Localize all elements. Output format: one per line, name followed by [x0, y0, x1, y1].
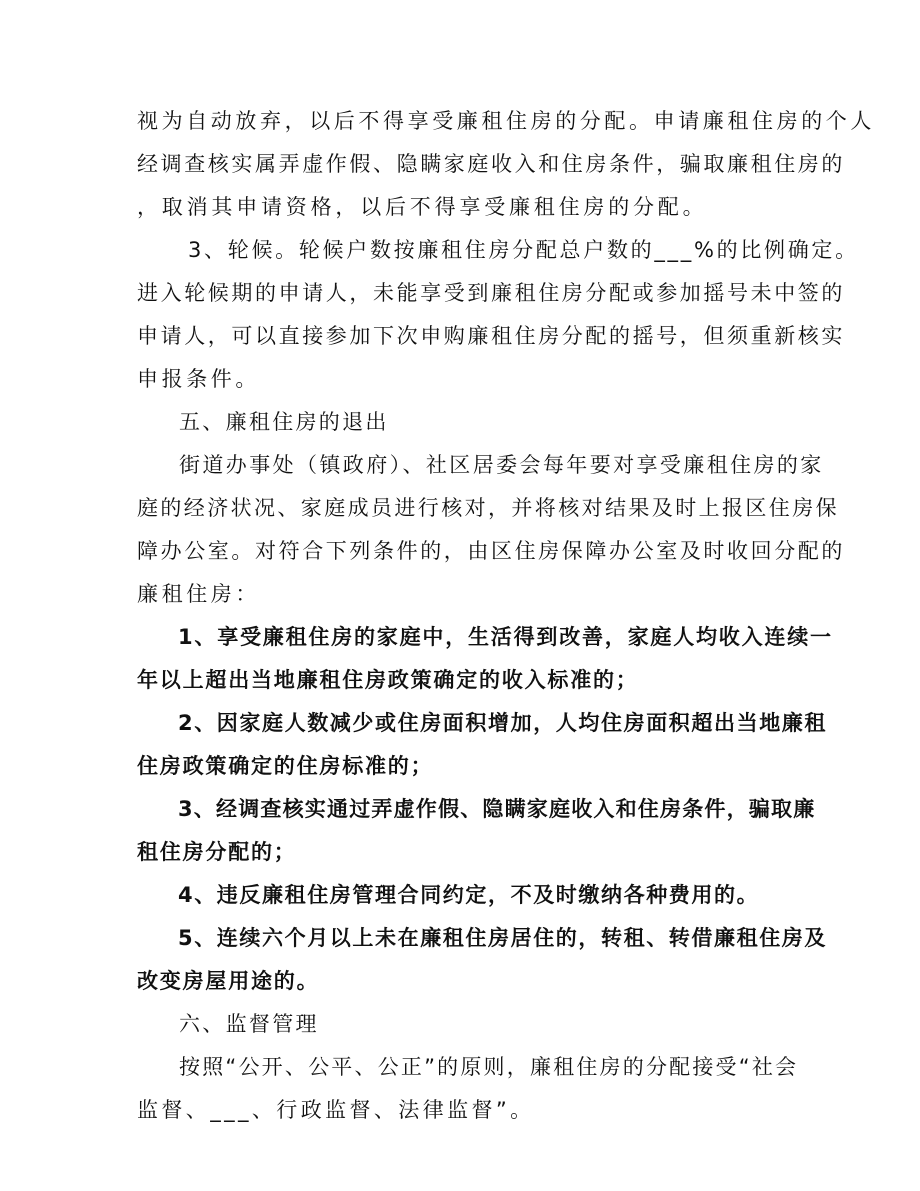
text-line: 3、轮候。轮候户数按廉租住房分配总户数的___%的比例确定。: [188, 238, 859, 262]
text-line: 廉租住房：: [137, 582, 260, 606]
text-line: 按照“公开、公平、公正”的原则，廉租住房的分配接受“社会: [179, 1055, 799, 1079]
list-item-line: 住房政策确定的住房标准的；: [137, 754, 434, 778]
list-item-line: 1、享受廉租住房的家庭中，生活得到改善，家庭人均收入连续一: [178, 625, 833, 649]
list-item-line: 改变房屋用途的。: [137, 969, 320, 993]
text-line: 进入轮候期的申请人，未能享受到廉租住房分配或参加摇号未中签的: [137, 281, 845, 305]
list-item-line: 4、违反廉租住房管理合同约定，不及时缴纳各种费用的。: [178, 883, 760, 907]
list-item-line: 年以上超出当地廉租住房政策确定的收入标准的；: [137, 668, 639, 692]
text-line: 经调查核实属弄虚作假、隐瞒家庭收入和住房条件，骗取廉租住房的: [137, 152, 845, 176]
text-line: 监督、___、行政监督、法律监督”。: [137, 1098, 535, 1122]
text-line: ，取消其申请资格，以后不得享受廉租住房的分配。: [137, 195, 708, 219]
text-line: 障办公室。对符合下列条件的，由区住房保障办公室及时收回分配的: [137, 539, 845, 563]
list-item-line: 3、经调查核实通过弄虚作假、隐瞒家庭收入和住房条件，骗取廉: [178, 797, 816, 821]
list-item-line: 租住房分配的；: [137, 840, 297, 864]
text-line: 街道办事处（镇政府）、社区居委会每年要对享受廉租住房的家: [179, 453, 824, 477]
section-heading: 五、廉租住房的退出: [179, 410, 389, 434]
text-line: 视为自动放弃，以后不得享受廉租住房的分配。申请廉租住房的个人: [137, 109, 875, 133]
text-line: 庭的经济状况、家庭成员进行核对，并将核对结果及时上报区住房保: [137, 496, 839, 520]
section-heading: 六、监督管理: [179, 1012, 319, 1036]
text-line: 申请人，可以直接参加下次申购廉租住房分配的摇号，但须重新核实: [137, 324, 845, 348]
text-line: 申报条件。: [137, 367, 260, 391]
list-item-line: 2、因家庭人数减少或住房面积增加，人均住房面积超出当地廉租: [178, 711, 828, 735]
list-item-line: 5、连续六个月以上未在廉租住房居住的，转租、转借廉租住房及: [178, 926, 828, 950]
